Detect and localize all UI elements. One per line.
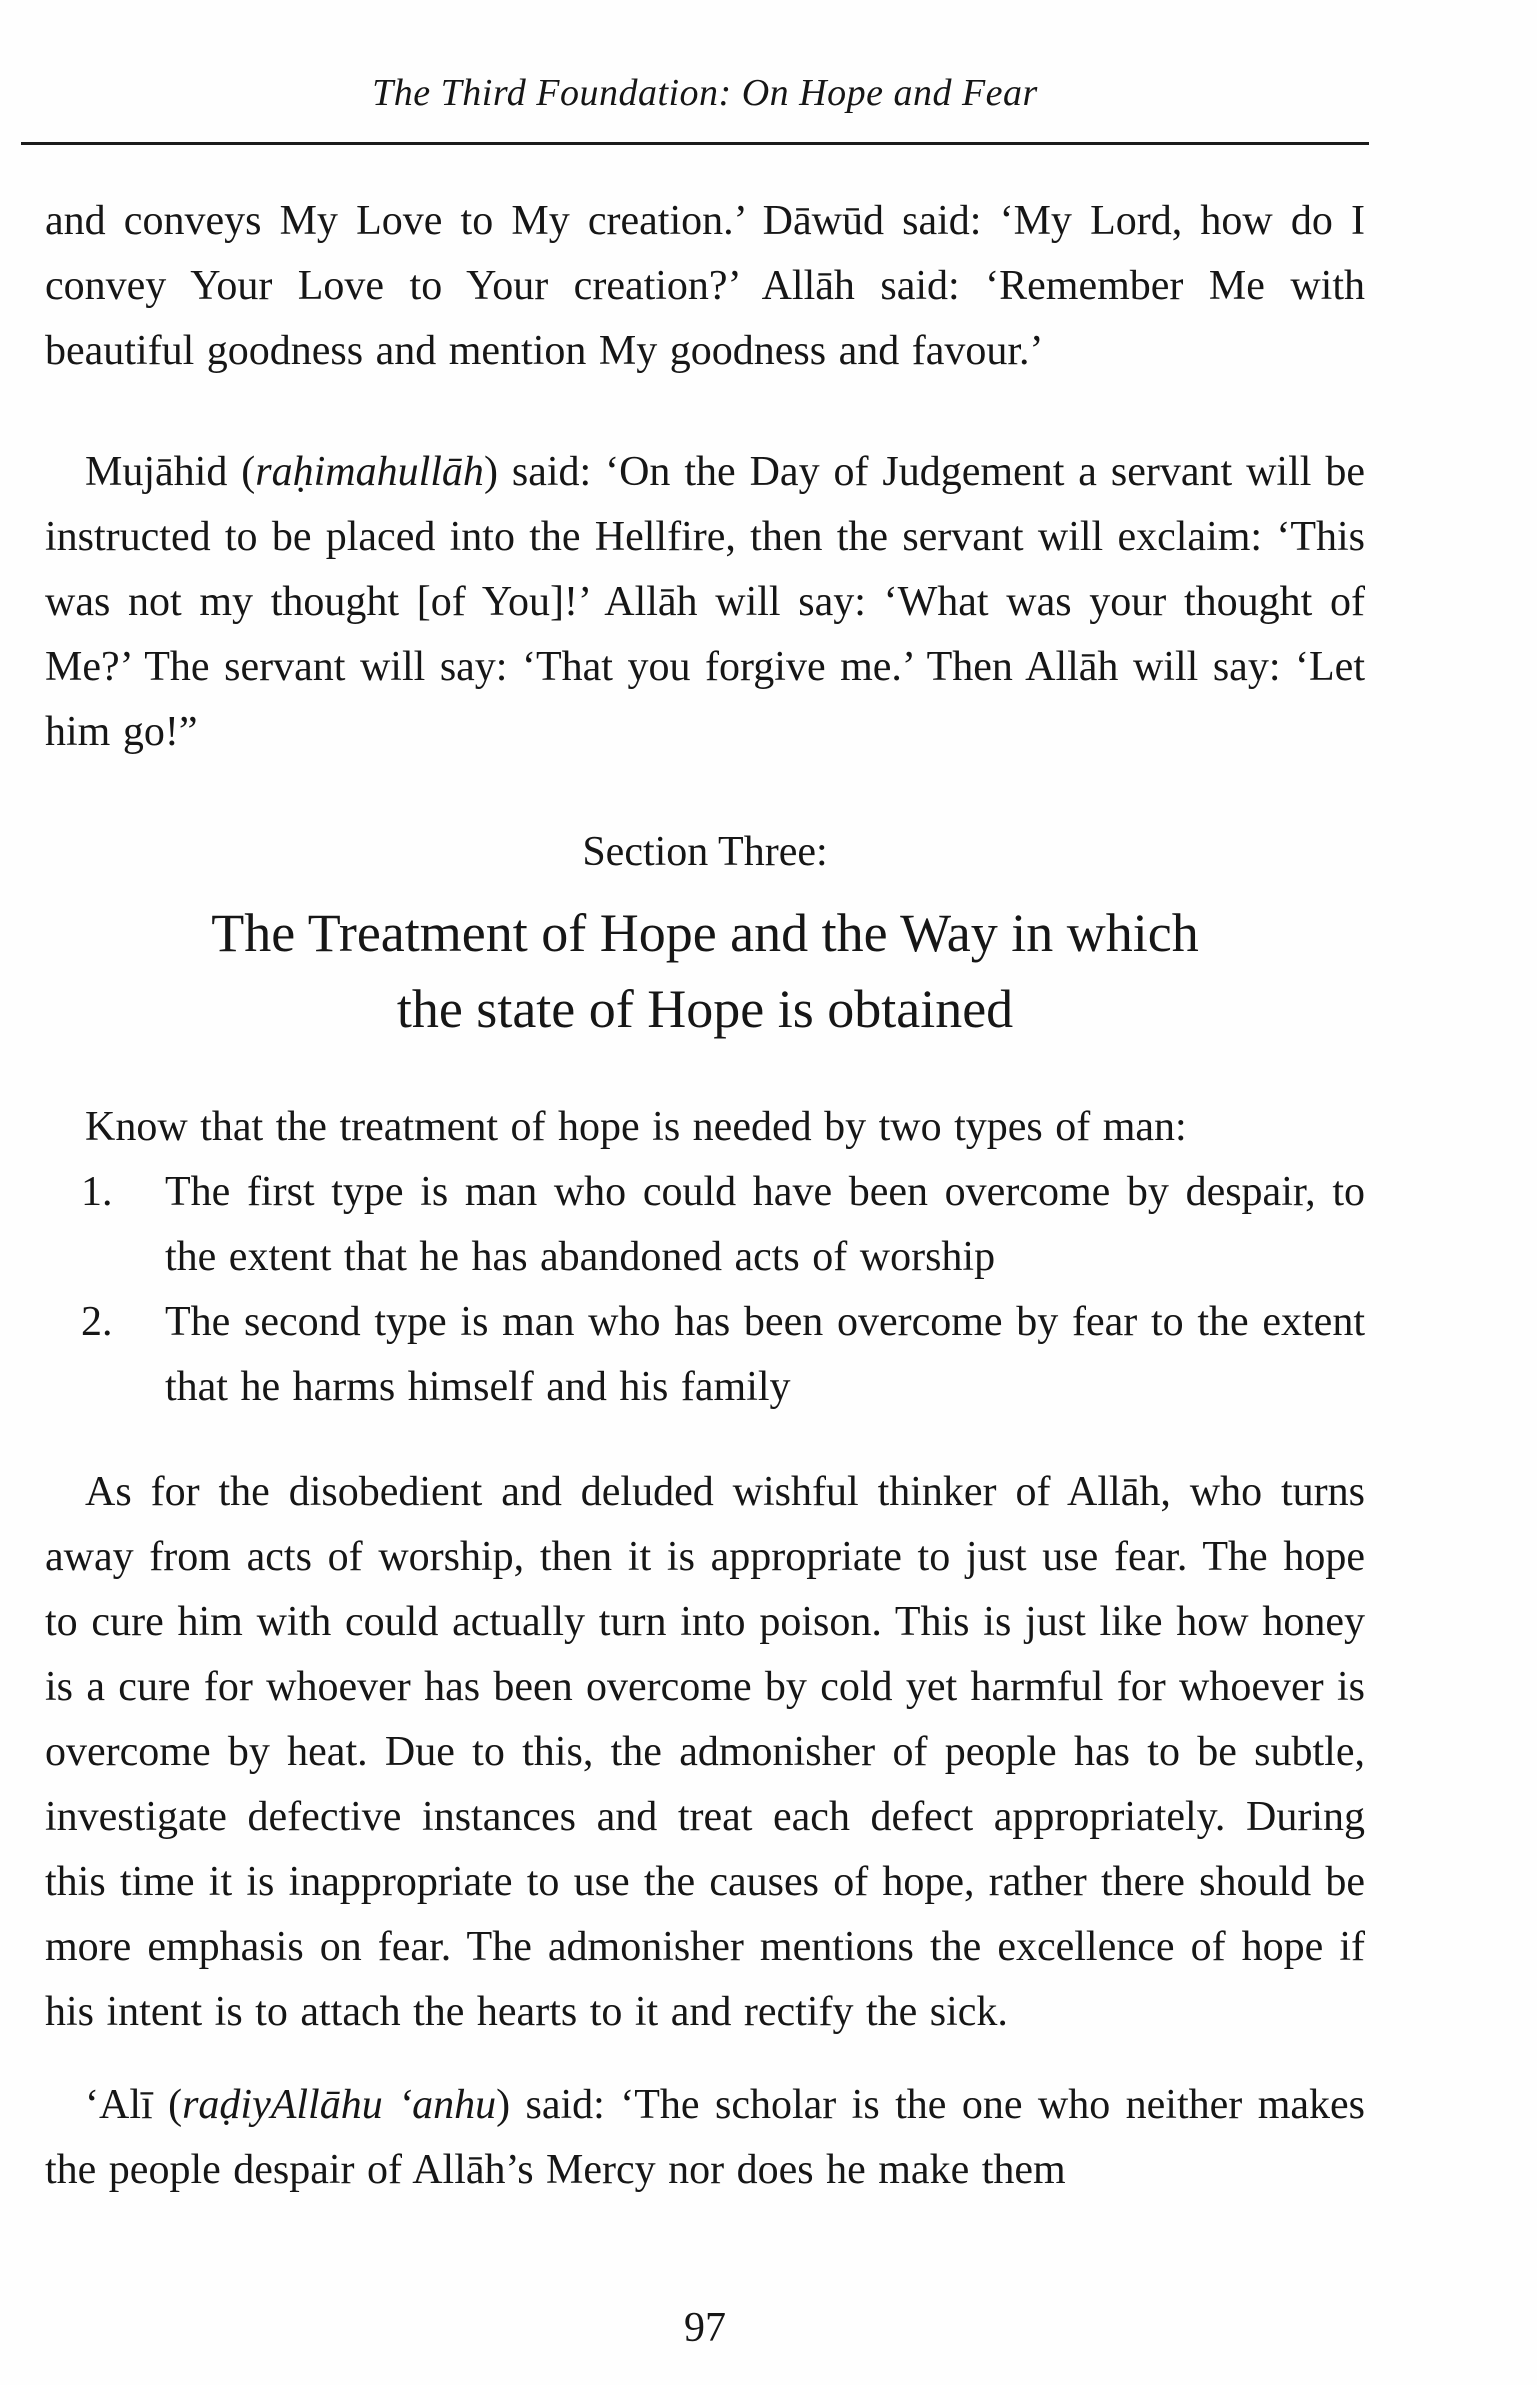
paragraph-asfor: As for the disobedient and deluded wishful thinker of Allāh, who turns away from acts of worship, then it is appropriate to just use fear. The hope to cure him with could actually turn into poison. This is just like how honey is a cure for whoever has been overcome by cold yet harmful for whoever is overcome by heat. Due to this, the admonisher of people has to be subtle, investigate defective instances and treat each defect appropriately. During this time it is inappropriate to use the causes of hope, rather there should be more emphasis on fear. The admonisher mentions the excellence of hope if his intent is to attach the hearts to it and rectify the sick.: [45, 1469, 1365, 2035]
page-number: 97: [684, 2305, 726, 2351]
section-label: Section Three:: [582, 829, 828, 875]
paragraph-continuation: and conveys My Love to My creation.’ Dāwūd said: ‘My Lord, how do I convey Your Love to Your creation?’ Allāh said: ‘Remember Me with beautiful goodness and mention My goodness and favour.’: [45, 198, 1365, 374]
list-item: [45, 1160, 1365, 1290]
running-header: The Third Foundation: On Hope and Fear: [372, 72, 1038, 114]
header-rule: [21, 142, 1369, 145]
section-heading-line2: the state of Hope is obtained: [396, 979, 1014, 1039]
two-types-list: [45, 1160, 1365, 1420]
list-item: [45, 1290, 1365, 1420]
section-heading: [45, 895, 1365, 1047]
paragraph-know: Know that the treatment of hope is needed by two types of man:: [85, 1104, 1187, 1150]
text-column: [45, 0, 1365, 2203]
paragraph-ali-quote: ‘Alī (raḍiyAllāhu ‘anhu) said: ‘The scholar is the one who neither makes the people despair of Allāh’s Mercy nor does he make them: [45, 2082, 1365, 2193]
section-heading-line1: The Treatment of Hope and the Way in which: [211, 903, 1199, 963]
list-item-number: 2.: [81, 1299, 113, 1345]
list-item-number: 1.: [81, 1169, 113, 1215]
list-item-text: The first type is man who could have been overcome by despair, to the extent that he has abandoned acts of worship: [165, 1169, 1365, 1280]
paragraph-mujahid-quote: Mujāhid (raḥimahullāh) said: ‘On the Day of Judgement a servant will be instructed to be placed into the Hellfire, then the servant will exclaim: ‘This was not my thought [of You]!’ Allāh will say: ‘What was your thought of Me?’ The servant will say: ‘That you forgive me.’ Then Allāh will say: ‘Let him go!”: [45, 449, 1365, 755]
list-item-text: The second type is man who has been overcome by fear to the extent that he harms himself and his family: [165, 1299, 1365, 1410]
